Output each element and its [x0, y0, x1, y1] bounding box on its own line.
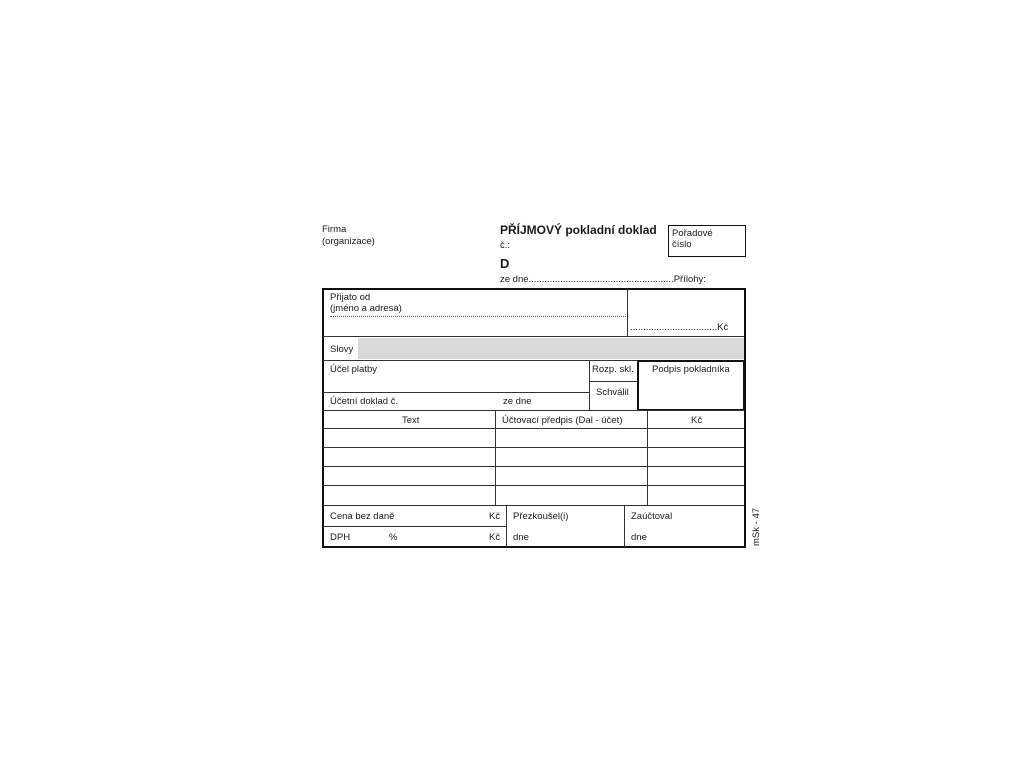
number-label: č.: — [500, 240, 511, 251]
received-from-dotline — [330, 316, 626, 317]
row-divider-received — [323, 336, 744, 337]
amount-dots: ................................. — [630, 322, 718, 333]
table-bottom-divider — [323, 505, 744, 506]
booked-date-label: dne — [631, 532, 647, 543]
row-divider-purpose — [323, 410, 744, 411]
column-header-posting: Účtovací předpis (Dal - účet) — [502, 415, 623, 426]
table-col-divider-1 — [495, 410, 496, 505]
purpose-label: Účel platby — [330, 364, 377, 375]
vat-percent: % — [389, 532, 398, 543]
document-title: PŘÍJMOVÝ pokladní doklad — [500, 223, 657, 237]
firm-label: Firma — [322, 224, 347, 235]
table-row — [323, 485, 744, 486]
date-label: ze dne....................................................... — [500, 274, 674, 285]
received-from-label: Přijato od — [330, 292, 371, 303]
org-label: (organizace) — [322, 236, 375, 247]
words-hatched-field — [358, 338, 744, 359]
checked-date-label: dne — [513, 532, 529, 543]
footer-row-divider — [323, 526, 506, 527]
series-letter: D — [500, 256, 510, 271]
table-col-divider-2 — [647, 410, 648, 505]
checked-label: Přezkoušel(i) — [513, 511, 569, 522]
footer-divider-2 — [624, 505, 625, 547]
net-price-label: Cena bez daně — [330, 511, 395, 522]
vat-currency: Kč — [489, 532, 501, 543]
warehouse-divider — [589, 360, 590, 410]
accounting-doc-label: Účetní doklad č. — [330, 396, 399, 407]
column-header-text: Text — [402, 415, 420, 426]
words-label: Slovy — [330, 344, 354, 355]
cashier-sign-label: Podpis pokladníka — [652, 364, 730, 375]
attachments-label: Přílohy: — [673, 274, 706, 285]
received-name-address-label: (jméno a adresa) — [330, 303, 402, 314]
approved-label: Schválil — [596, 387, 629, 398]
warehouse-row-divider — [590, 381, 638, 382]
order-box-line2: číslo — [672, 239, 692, 250]
table-row — [323, 447, 744, 448]
table-row — [323, 428, 744, 429]
vat-label: DPH — [330, 532, 351, 543]
net-price-currency: Kč — [489, 511, 501, 522]
column-header-amount: Kč — [691, 415, 703, 426]
purpose-row-divider — [323, 392, 589, 393]
date-line — [500, 274, 706, 285]
table-row — [323, 466, 744, 467]
cashier-signature-box — [637, 360, 745, 411]
amount-divider — [627, 289, 628, 336]
booked-label: Zaúčtoval — [631, 511, 673, 522]
form-code: mSk - 47 — [751, 507, 762, 546]
warehouse-label: Rozp. skl. — [592, 364, 634, 375]
order-number-box — [668, 225, 746, 257]
amount-field — [630, 322, 728, 333]
footer-divider-1 — [506, 505, 507, 547]
order-box-line1: Pořadové — [672, 228, 713, 239]
accounting-date-label: ze dne — [503, 396, 532, 407]
amount-currency: Kč — [717, 322, 729, 333]
